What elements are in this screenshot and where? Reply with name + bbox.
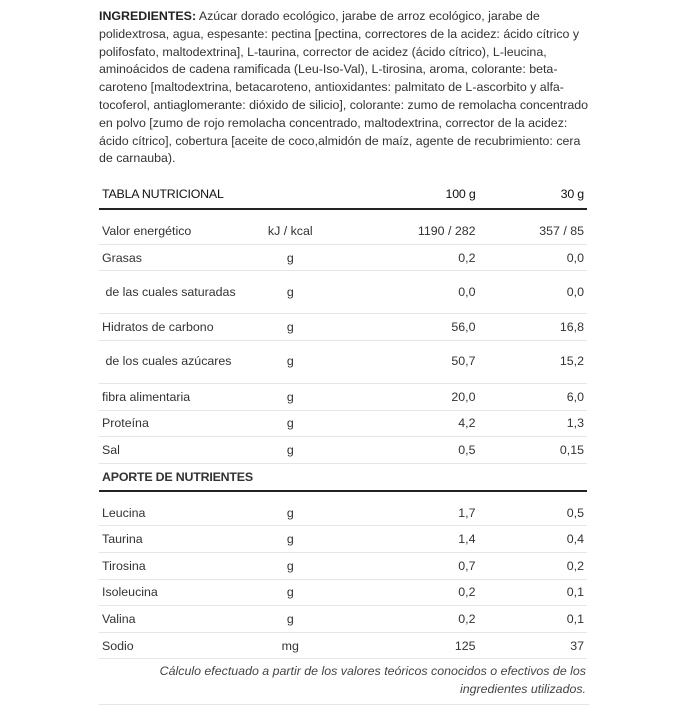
value-100g: 50,7	[329, 340, 478, 383]
value-30g: 0,0	[479, 244, 587, 271]
unit-cell: g	[251, 526, 329, 553]
spacer-row	[99, 491, 587, 500]
value-100g: 56,0	[329, 314, 478, 341]
unit-cell: mg	[251, 632, 329, 659]
nutrients-header-row	[99, 463, 587, 491]
unit-cell: kJ / kcal	[251, 218, 329, 244]
nutrient-name: fibra alimentaria	[99, 383, 251, 410]
table-row	[99, 437, 587, 464]
table-row	[99, 552, 587, 579]
table-row	[99, 383, 587, 410]
table-row	[99, 244, 587, 271]
nutrition-table	[99, 179, 587, 659]
value-100g: 125	[329, 632, 478, 659]
value-100g: 1190 / 282	[329, 218, 478, 244]
value-30g: 357 / 85	[479, 218, 587, 244]
ingredients-paragraph	[99, 8, 589, 168]
value-30g: 0,5	[479, 500, 587, 526]
nutrient-name: Grasas	[99, 244, 251, 271]
header-unit-blank	[251, 179, 329, 209]
nutrient-name: de las cuales saturadas	[99, 271, 251, 314]
ingredients-label: INGREDIENTES:	[99, 9, 197, 23]
table-row	[99, 218, 587, 244]
nutrient-name: Sal	[99, 437, 251, 464]
column-header-30g: 30 g	[479, 179, 587, 209]
nutrient-name: Taurina	[99, 526, 251, 553]
value-100g: 0,5	[329, 437, 478, 464]
value-30g: 0,15	[479, 437, 587, 464]
value-30g: 0,1	[479, 606, 587, 633]
nutrition-table-title: TABLA NUTRICIONAL	[99, 179, 251, 209]
nutrient-name: Isoleucina	[99, 579, 251, 606]
value-30g: 0,0	[479, 271, 587, 314]
table-row	[99, 632, 587, 659]
table-row	[99, 271, 587, 314]
value-30g: 1,3	[479, 410, 587, 437]
nutrition-document	[99, 8, 589, 705]
table-row	[99, 579, 587, 606]
unit-cell: g	[251, 552, 329, 579]
nutrient-name: Leucina	[99, 500, 251, 526]
column-header-100g: 100 g	[329, 179, 478, 209]
nutrients-table-title: APORTE DE NUTRIENTES	[99, 463, 587, 491]
unit-cell: g	[251, 383, 329, 410]
value-100g: 20,0	[329, 383, 478, 410]
unit-cell: g	[251, 437, 329, 464]
unit-cell: g	[251, 410, 329, 437]
ingredients-text: Azúcar dorado ecológico, jarabe de arroz ecológico, jarabe de polidextrosa, agua, espesante: pectina [pectina, correctores de la acidez: ácido cítrico y polifosfato, maltodextrina], L-taurina, corrector de acidez (ácido cítrico), L-leucina, aminoácidos de cadena ramificada (Leu-Iso-Val), L-tirosina, aroma, colorante: beta-caroteno [maltodextrina, betacaroteno, antioxidantes: palmitato de L-ascorbito y alfa-tocoferol, antiaglomerante: dióxido de silicio], colorante: zumo de remolacha concentrado en polvo [zumo de rojo remolacha concentrado, maltodextrina, corrector de la acidez: ácido cítrico], cobertura [aceite de coco,almidón de maíz, agente de recubrimiento: cera de carnauba).	[99, 9, 589, 166]
nutrient-name: Hidratos de carbono	[99, 314, 251, 341]
value-100g: 0,0	[329, 271, 478, 314]
nutrients-body	[99, 500, 587, 659]
footnote: Cálculo efectuado a partir de los valores teóricos conocidos o efectivos de los ingredientes utilizados.	[99, 659, 589, 705]
table-row	[99, 500, 587, 526]
value-100g: 1,4	[329, 526, 478, 553]
value-30g: 37	[479, 632, 587, 659]
unit-cell: g	[251, 500, 329, 526]
value-30g: 0,1	[479, 579, 587, 606]
table-row	[99, 526, 587, 553]
unit-cell: g	[251, 314, 329, 341]
spacer-row	[99, 209, 587, 218]
table-row	[99, 340, 587, 383]
unit-cell: g	[251, 606, 329, 633]
nutrition-header-row	[99, 179, 587, 209]
value-100g: 1,7	[329, 500, 478, 526]
value-30g: 0,2	[479, 552, 587, 579]
nutrient-name: Valina	[99, 606, 251, 633]
nutrient-name: Valor energético	[99, 218, 251, 244]
spacer	[99, 491, 587, 500]
unit-cell: g	[251, 271, 329, 314]
value-30g: 16,8	[479, 314, 587, 341]
value-30g: 15,2	[479, 340, 587, 383]
nutrient-name: de los cuales azúcares	[99, 340, 251, 383]
unit-cell: g	[251, 340, 329, 383]
table-row	[99, 606, 587, 633]
nutrient-name: Sodio	[99, 632, 251, 659]
value-30g: 6,0	[479, 383, 587, 410]
value-100g: 0,7	[329, 552, 478, 579]
table-row	[99, 314, 587, 341]
nutrition-body	[99, 218, 587, 463]
unit-cell: g	[251, 579, 329, 606]
value-30g: 0,4	[479, 526, 587, 553]
spacer	[99, 209, 587, 218]
nutrient-name: Proteína	[99, 410, 251, 437]
value-100g: 0,2	[329, 579, 478, 606]
value-100g: 0,2	[329, 244, 478, 271]
nutrient-name: Tirosina	[99, 552, 251, 579]
value-100g: 4,2	[329, 410, 478, 437]
value-100g: 0,2	[329, 606, 478, 633]
unit-cell: g	[251, 244, 329, 271]
table-row	[99, 410, 587, 437]
